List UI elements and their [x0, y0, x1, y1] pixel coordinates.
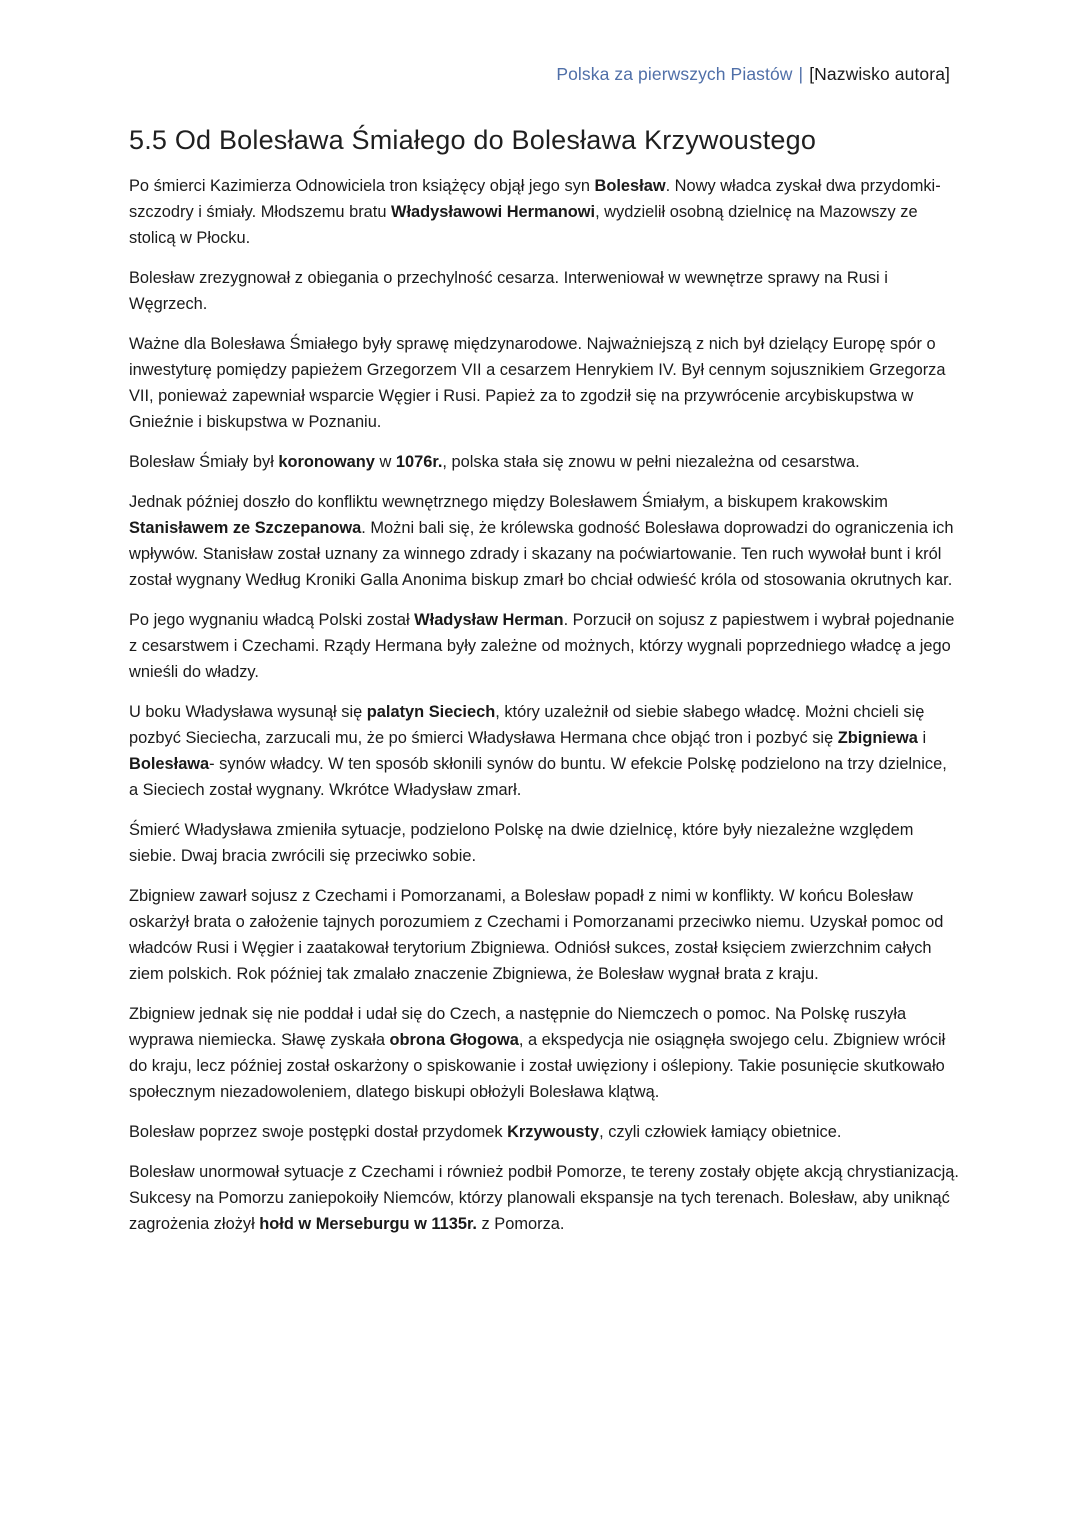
bold-term: hołd w Merseburgu w 1135r. [259, 1215, 477, 1233]
text: Ważne dla Bolesława Śmiałego były sprawę międzynarodowe. Najważniejszą z nich był dzielący Europę spór o inwestyturę pomiędzy papieżem Grzegorzem VII a cesarzem Henrykiem IV. Był cennym sojusznikiem Grzegorza VII, ponieważ zapewniał wsparcie Węgier i Rusi. Papież za to zgodził się na przywrócenie arcybiskupstwa w Gnieźnie i biskupstwa w Poznaniu. [129, 335, 946, 431]
text: i [917, 729, 927, 747]
bold-term: Bolesław [594, 177, 666, 195]
bold-term: 1076r. [395, 453, 443, 471]
bold-term: Krzywousty [507, 1123, 600, 1141]
text: Po jego wygnaniu władcą Polski został [129, 611, 415, 629]
paragraph-9 [129, 883, 959, 987]
document-body [129, 125, 959, 1251]
text: . Nowy władca zyskał dwa przydomki- szczodry i śmiały. Młodszemu bratu [129, 177, 941, 221]
text: , a ekspedycja nie osiągnęła swojego celu. Zbigniew wrócił do kraju, lecz później został oskarżony o spiskowanie i został uwięziony i oślepiony. Takie posunięcie skutkowało społecznym niezadowoleniem, dlatego biskupi obłożyli Bolesława klątwą. [129, 1031, 946, 1101]
text: Zbigniew jednak się nie poddał i udał się do Czech, a następnie do Niemczech o pomoc. Na Polskę ruszyła wyprawa niemiecka. Sławę zyskała [129, 1005, 907, 1049]
text: Bolesław zrezygnował z obiegania o przechylność cesarza. Interweniował w wewnętrze sprawy na Rusi i Węgrzech. [129, 269, 888, 313]
text: , który uzależnił od siebie słabego władcę. Możni chcieli się pozbyć Sieciecha, zarzucali mu, że po śmierci Władysława Hermana chce objąć tron i pozbyć się [129, 703, 925, 747]
text: . Możni bali się, że królewska godność Bolesława doprowadzi do ograniczenia ich wpływów. Stanisław został uznany za winnego zdrady i skazany na poćwiartowanie. Ten ruch wywołał bunt i król został wygnany Według Kroniki Galla Anonima biskup zmarł bo chciał odwieść króla od stosowania okrutnych kar. [129, 519, 954, 589]
text: Bolesław Śmiały był [129, 453, 279, 471]
text: , czyli człowiek łamiący obietnice. [599, 1123, 842, 1141]
bold-term: koronowany [278, 453, 375, 471]
text: . Porzucił on sojusz z papiestwem i wybrał pojednanie z cesarstwem i Czechami. Rządy Hermana były zależne od możnych, którzy wygnali poprzedniego władcę a jego wnieśli do władzy. [129, 611, 955, 681]
paragraph-2 [129, 265, 959, 317]
paragraph-5 [129, 489, 959, 593]
bold-term: palatyn Sieciech [366, 703, 496, 721]
bold-term: Władysławowi Hermanowi [391, 203, 596, 221]
text: w [374, 453, 396, 471]
section-heading: 5.5 Od Bolesława Śmiałego do Bolesława Krzywoustego [129, 125, 817, 155]
text: Zbigniew zawarł sojusz z Czechami i Pomorzanami, a Bolesław popadł z nimi w konflikty. W końcu Bolesław oskarżył brata o założenie tajnych porozumiem z Czechami i Pomorzanami przeciwko niemu. Uzyskał pomoc od władców Rusi i Węgier i zaatakował terytorium Zbigniewa. Odniósł sukces, został księciem zwierzchnim całych ziem polskich. Rok później tak zmalało znaczenie Zbigniewa, że Bolesław wygnał brata z kraju. [129, 887, 944, 983]
bold-term: obrona Głogowa [389, 1031, 519, 1049]
paragraph-7 [129, 699, 959, 803]
text: - synów władcy. W ten sposób skłonili synów do buntu. W efekcie Polskę podzielono na trzy dzielnice, a Sieciech został wygnany. Wkrótce Władysław zmarł. [129, 755, 947, 799]
header-separator: | [798, 64, 804, 84]
paragraph-11 [129, 1119, 959, 1145]
text: Śmierć Władysława zmieniła sytuacje, podzielono Polskę na dwie dzielnicę, które były niezależne względem siebie. Dwaj bracia zwrócili się przeciwko sobie. [129, 821, 914, 865]
text: , polska stała się znowu w pełni niezależna od cesarstwa. [442, 453, 860, 471]
text: z Pomorza. [476, 1215, 565, 1233]
header-author: [Nazwisko autora] [809, 64, 950, 84]
text: Bolesław unormował sytuacje z Czechami i również podbił Pomorze, te tereny zostały objęte akcją chrystianizacją. Sukcesy na Pomorzu zaniepokoiły Niemców, którzy planowali ekspansje na tych terenach. Bolesław, aby uniknąć zagrożenia złożył [129, 1163, 959, 1233]
bold-term: Bolesława [129, 755, 210, 773]
paragraph-8 [129, 817, 959, 869]
text: Po śmierci Kazimierza Odnowiciela tron książęcy objął jego syn [129, 177, 595, 195]
paragraph-4 [129, 449, 959, 475]
paragraph-1 [129, 173, 959, 251]
paragraph-6 [129, 607, 959, 685]
paragraph-3 [129, 331, 959, 435]
paragraph-10 [129, 1001, 959, 1105]
text: Bolesław poprzez swoje postępki dostał przydomek [129, 1123, 508, 1141]
text: U boku Władysława wysunął się [129, 703, 367, 721]
header-title: Polska za pierwszych Piastów [556, 64, 793, 84]
bold-term: Stanisławem ze Szczepanowa [129, 519, 362, 537]
text: , wydzielił osobną dzielnicę na Mazowszy ze stolicą w Płocku. [129, 203, 918, 247]
bold-term: Zbigniewa [837, 729, 918, 747]
paragraph-12 [129, 1159, 959, 1237]
bold-term: Władysław Herman [414, 611, 564, 629]
page-header [556, 64, 950, 85]
text: Jednak później doszło do konfliktu wewnętrznego między Bolesławem Śmiałym, a biskupem krakowskim [129, 493, 888, 511]
